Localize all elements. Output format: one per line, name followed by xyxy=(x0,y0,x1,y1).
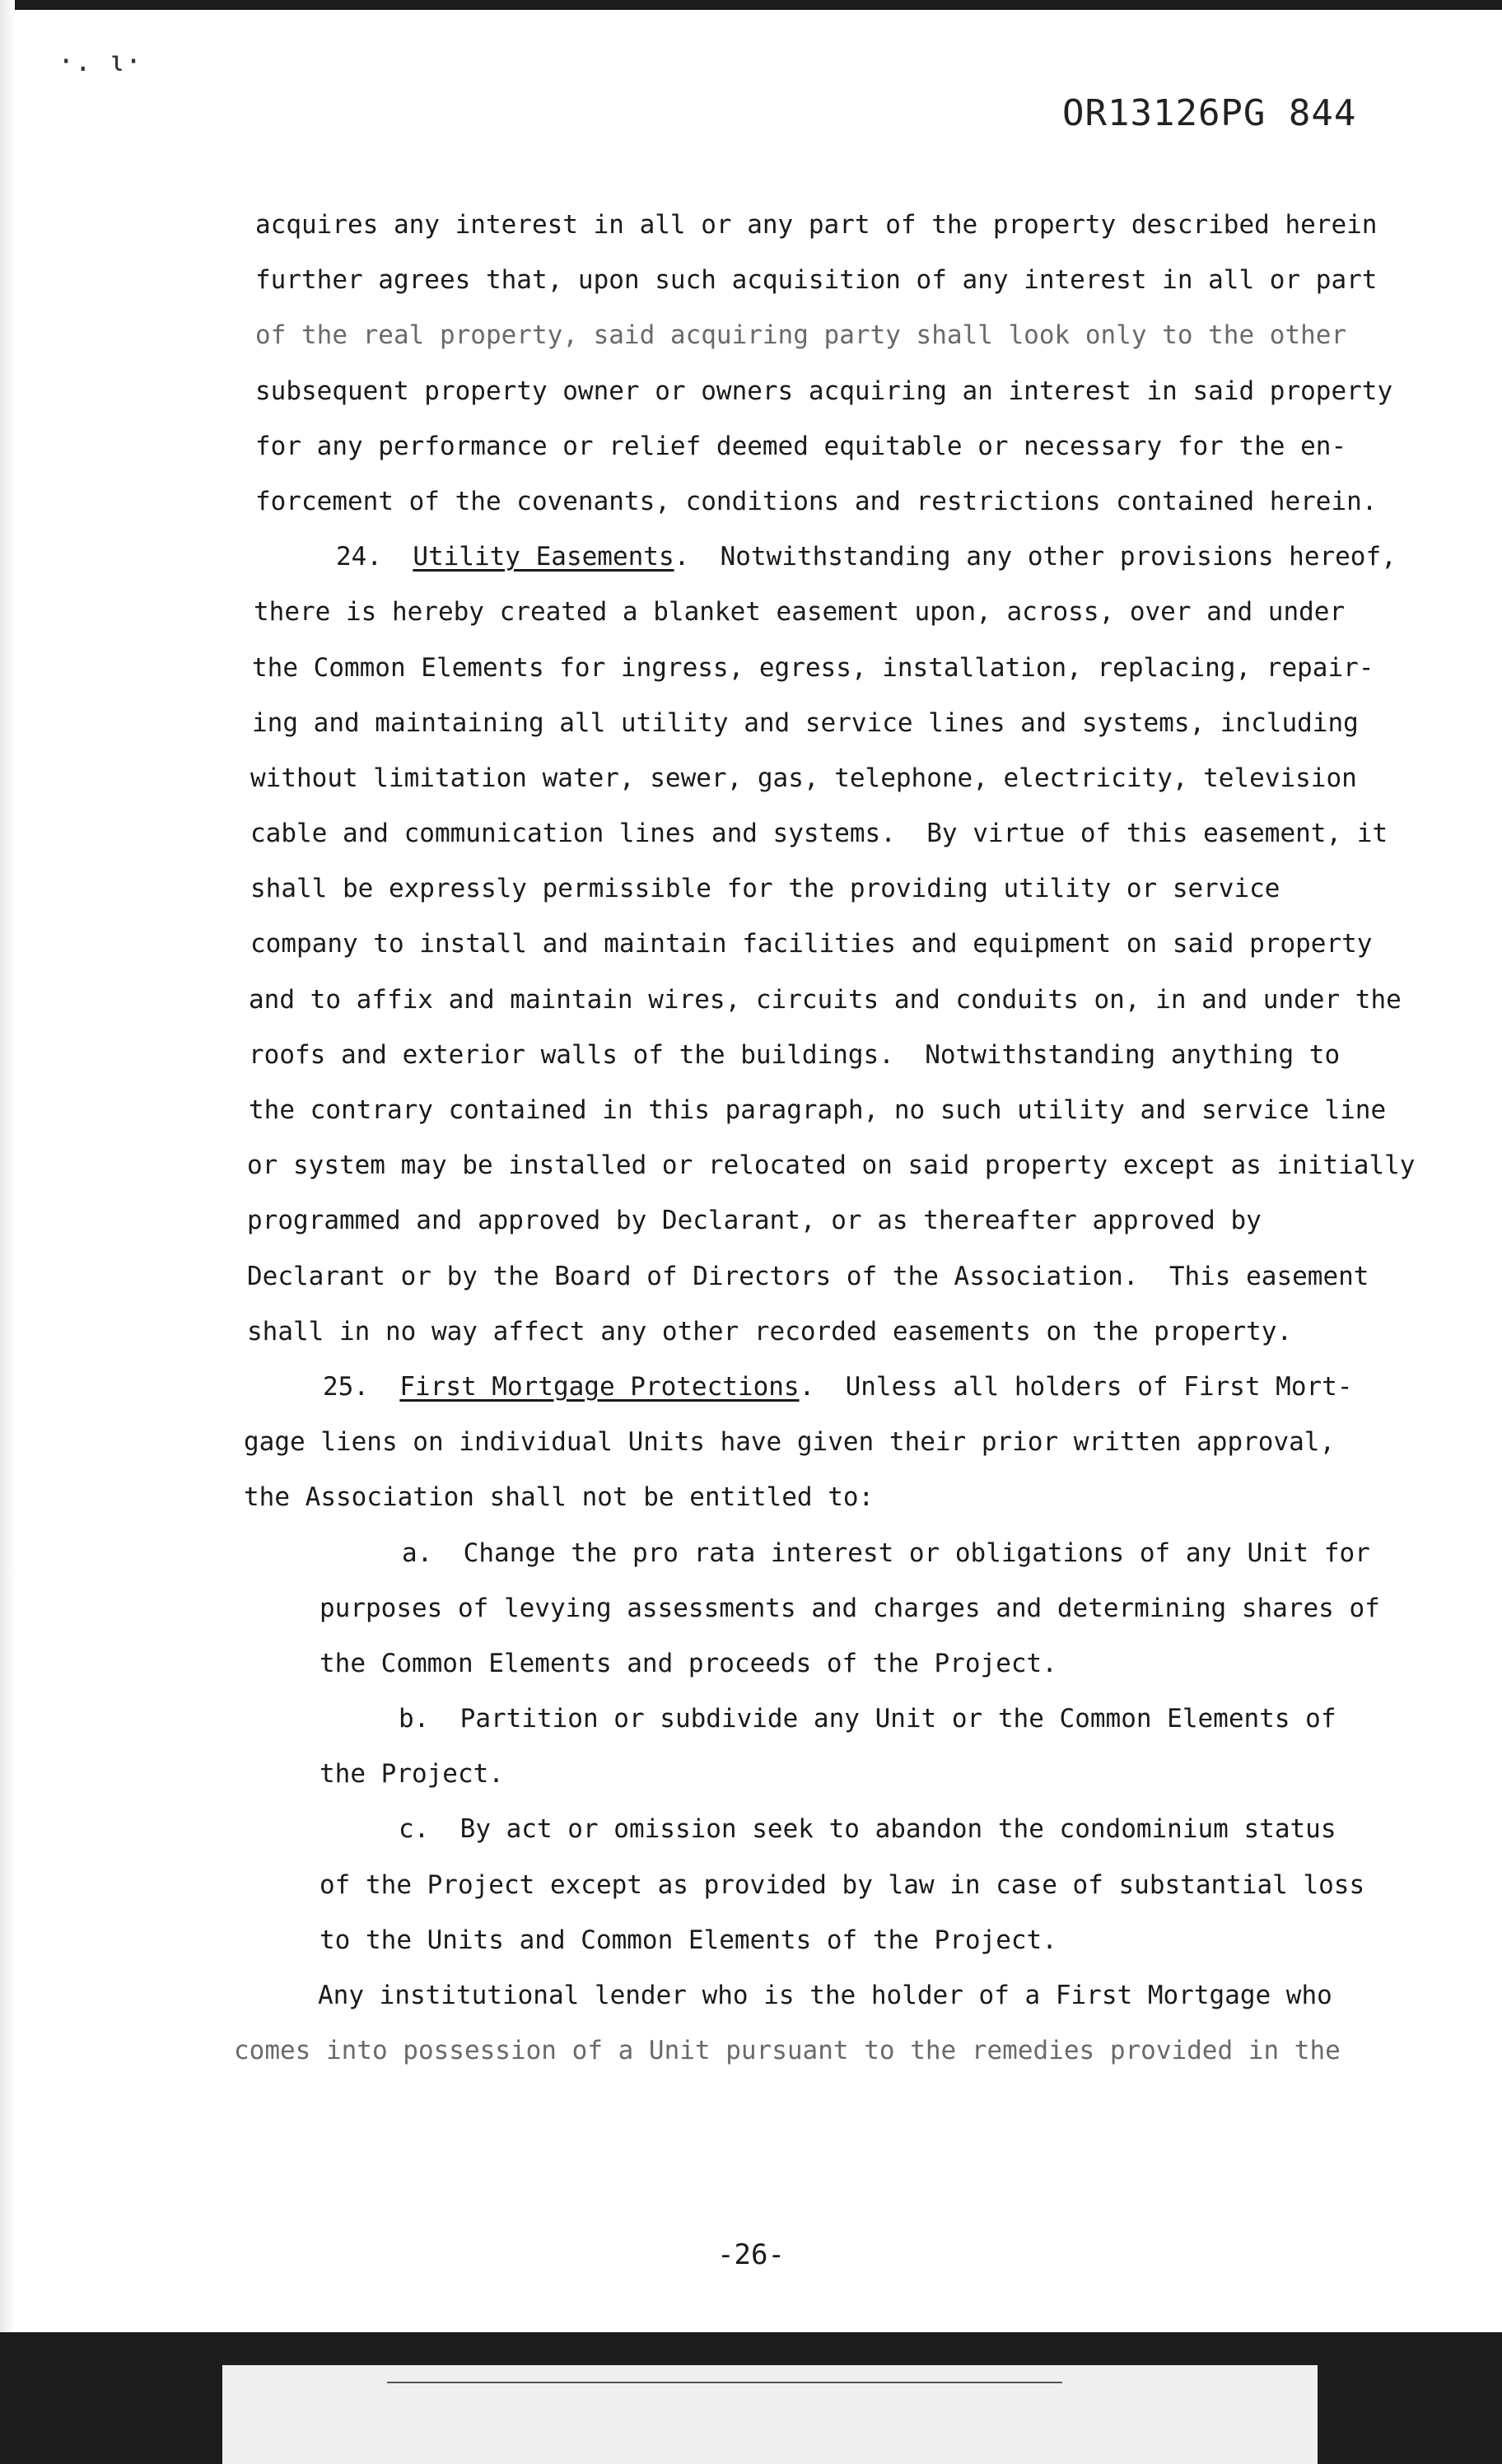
section-heading: First Mortgage Protections xyxy=(399,1371,800,1402)
text-line xyxy=(320,1747,1392,1802)
text-line-segment: b. Partition or subdivide any Unit or the Common Elements of xyxy=(399,1704,1336,1734)
text-line xyxy=(244,1415,1392,1470)
text-line xyxy=(402,1526,1392,1581)
text-line xyxy=(249,973,1402,1028)
text-line-segment: there is hereby created a blanket easement upon, across, over and under xyxy=(254,597,1346,628)
scan-top-edge xyxy=(0,0,1502,10)
text-line xyxy=(244,1470,1392,1525)
text-line-segment: company to install and maintain facilities and equipment on said property xyxy=(250,929,1373,959)
text-line-segment: the contrary contained in this paragraph, no such utility and service line xyxy=(249,1095,1387,1125)
text-line xyxy=(255,364,1392,419)
text-line-segment: shall be expressly permissible for the providing utility or service xyxy=(250,874,1280,904)
text-line-segment: the Association shall not be entitled to: xyxy=(244,1482,875,1513)
text-line-segment: without limitation water, sewer, gas, telephone, electricity, television xyxy=(250,763,1357,793)
text-line-segment: subsequent property owner or owners acquiring an interest in said property xyxy=(255,376,1393,406)
text-line xyxy=(399,1692,1392,1747)
text-line xyxy=(255,419,1392,474)
text-line-segment: or system may be installed or relocated on said property except as initially xyxy=(247,1150,1416,1181)
text-line-segment: the Common Elements and proceeds of the Project. xyxy=(320,1648,1057,1678)
text-line-segment: gage liens on individual Units have given their prior written approval, xyxy=(244,1427,1336,1458)
text-line xyxy=(399,1802,1392,1857)
text-line xyxy=(249,1083,1392,1138)
scan-specks: ·. ι· xyxy=(58,45,142,78)
text-line-segment: 24. xyxy=(336,542,413,572)
text-line xyxy=(234,2023,1392,2079)
text-line xyxy=(255,308,1392,363)
text-line xyxy=(250,861,1392,917)
text-line xyxy=(250,751,1392,806)
text-line-segment: the Project. xyxy=(320,1759,504,1790)
text-line-segment: purposes of levying assessments and charges and determining shares of xyxy=(320,1593,1380,1623)
text-line xyxy=(254,585,1392,640)
text-line xyxy=(320,1913,1392,1968)
scan-left-edge xyxy=(0,0,15,2464)
text-line-segment: and to affix and maintain wires, circuits and conduits on, in and under the xyxy=(249,984,1402,1015)
text-line xyxy=(320,1581,1392,1636)
text-line xyxy=(255,198,1392,253)
text-line xyxy=(247,1138,1416,1193)
text-line xyxy=(252,696,1392,751)
text-line-segment: of the Project except as provided by law in case of substantial loss xyxy=(320,1869,1365,1900)
text-line xyxy=(336,530,1397,585)
text-line-segment: ing and maintaining all utility and service lines and systems, including xyxy=(252,707,1359,738)
text-line xyxy=(320,1858,1392,1913)
text-line xyxy=(255,253,1392,308)
text-line xyxy=(249,1028,1392,1083)
text-line xyxy=(247,1249,1392,1304)
text-line-segment: comes into possession of a Unit pursuant to the remedies provided in the xyxy=(234,2036,1341,2066)
text-line-segment: of the real property, said acquiring party shall look only to the other xyxy=(255,320,1347,351)
scan-bottom-edge xyxy=(0,2332,1502,2464)
text-line xyxy=(320,1636,1392,1692)
text-line-segment: . Notwithstanding any other provisions hereof, xyxy=(674,542,1397,572)
text-line-segment: 25. xyxy=(323,1371,400,1402)
page-number: -26- xyxy=(717,2238,785,2271)
text-line-segment: forcement of the covenants, conditions and restrictions contained herein. xyxy=(255,486,1378,516)
text-line-segment: Any institutional lender who is the holder of a First Mortgage who xyxy=(318,1981,1332,2010)
text-line-segment: cable and communication lines and systems. By virtue of this easement, it xyxy=(250,819,1388,849)
text-line xyxy=(252,641,1392,696)
text-line-segment: the Common Elements for ingress, egress, installation, replacing, repair- xyxy=(252,652,1374,683)
text-line xyxy=(318,1968,1392,2023)
book-page-reference: OR13126PG 844 xyxy=(1062,92,1357,134)
text-line-segment: . Unless all holders of First Mort- xyxy=(799,1371,1353,1402)
document-body xyxy=(234,198,1416,2079)
text-line-segment: to the Units and Common Elements of the Project. xyxy=(320,1925,1057,1955)
text-line-segment: for any performance or relief deemed equitable or necessary for the en- xyxy=(255,431,1347,461)
text-line-segment: roofs and exterior walls of the buildings. Notwithstanding anything to xyxy=(249,1039,1341,1070)
text-line-segment: programmed and approved by Declarant, or as thereafter approved by xyxy=(247,1206,1262,1236)
text-line xyxy=(323,1360,1392,1415)
text-line-segment: shall in no way affect any other recorded easements on the property. xyxy=(247,1316,1293,1346)
text-line-segment: c. By act or omission seek to abandon the condominium status xyxy=(399,1814,1336,1845)
text-line-segment: acquires any interest in all or any part of the property described herein xyxy=(255,210,1378,240)
text-line-segment: Declarant or by the Board of Directors of the Association. This easement xyxy=(247,1261,1369,1291)
text-line xyxy=(255,474,1392,530)
text-line xyxy=(250,917,1392,972)
text-line xyxy=(247,1304,1392,1360)
text-line-segment: a. Change the pro rata interest or obligations of any Unit for xyxy=(402,1538,1370,1568)
text-line xyxy=(250,806,1392,861)
text-line-segment: further agrees that, upon such acquisition of any interest in all or part xyxy=(255,265,1378,296)
text-line xyxy=(247,1193,1392,1248)
section-heading: Utility Easements xyxy=(413,542,674,572)
